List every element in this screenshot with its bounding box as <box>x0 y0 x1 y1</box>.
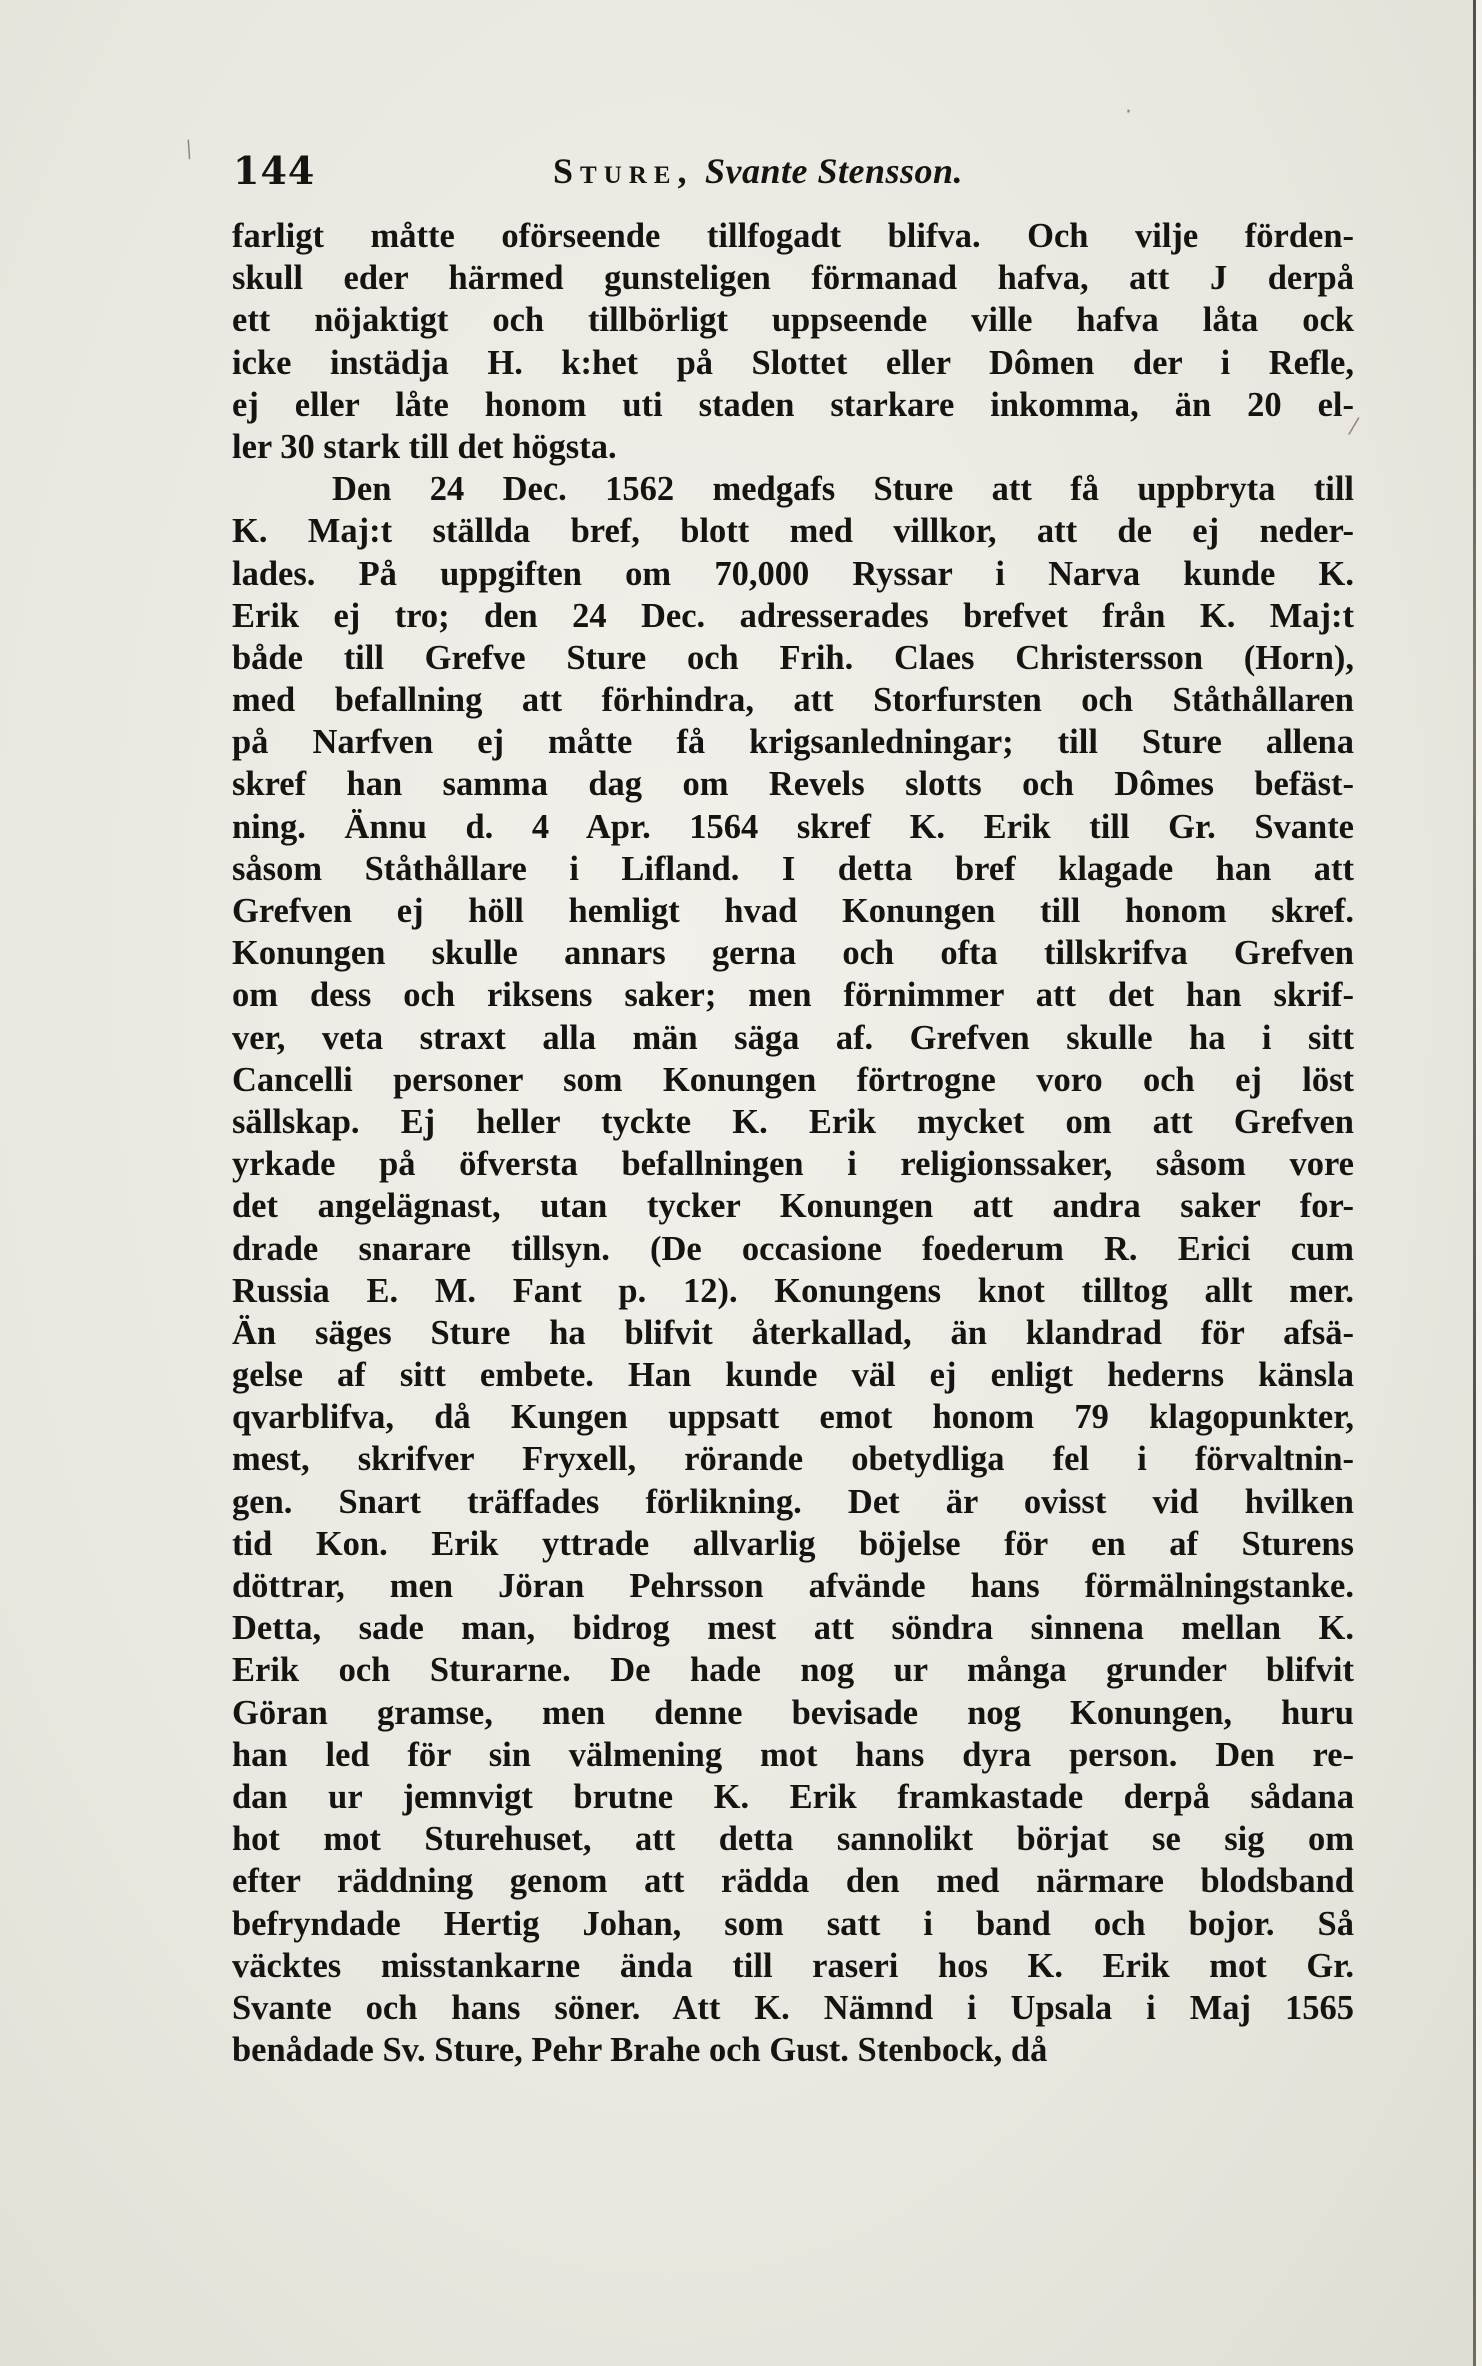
text-line: Göran gramse, men denne bevisade nog Konungen, huru <box>232 1693 1354 1732</box>
text-line: Detta, sade man, bidrog mest att söndra sinnena mellan K. <box>232 1609 1354 1648</box>
text-line: efter räddning genom att rädda den med närmare blodsband <box>232 1862 1354 1901</box>
text-line: Erik och Sturarne. De hade nog ur många grunder blifvit <box>232 1651 1354 1690</box>
text-line: Den 24 Dec. 1562 medgafs Sture att få uppbryta till <box>332 470 1354 509</box>
body-text <box>232 215 1354 2071</box>
text-line: såsom Ståthållare i Lifland. I detta bref klagade han att <box>232 849 1354 888</box>
stray-mark: ⁄ <box>1352 415 1356 440</box>
text-line: Russia E. M. Fant p. 12). Konungens knot tilltog allt mer. <box>232 1271 1354 1310</box>
text-line: Erik ej tro; den 24 Dec. adresserades brefvet från K. Maj:t <box>232 596 1354 635</box>
text-line: qvarblifva, då Kungen uppsatt emot honom 79 klagopunkter, <box>232 1398 1354 1437</box>
running-head <box>553 150 963 192</box>
text-line: gelse af sitt embete. Han kunde väl ej enligt hederns känsla <box>232 1356 1354 1395</box>
text-line: mest, skrifver Fryxell, rörande obetydliga fel i förvaltnin- <box>232 1440 1354 1479</box>
text-line: Cancelli personer som Konungen förtrogne voro och ej löst <box>232 1060 1354 1099</box>
text-line: K. Maj:t ställda bref, blott med villkor, att de ej neder- <box>232 512 1354 551</box>
page-edge-line <box>1473 0 1476 2366</box>
text-line: han led för sin välmening mot hans dyra person. Den re- <box>232 1735 1354 1774</box>
running-head-subtitle: Svante Stensson. <box>704 151 964 191</box>
text-line: gen. Snart träffades förlikning. Det är ovisst vid hvilken <box>232 1482 1354 1521</box>
text-line: lades. På uppgiften om 70,000 Ryssar i Narva kunde K. <box>232 554 1354 593</box>
running-head-name: Sture, <box>553 151 694 191</box>
stray-mark: ⁄ <box>181 139 199 162</box>
text-line: yrkade på öfversta befallningen i religionssaker, såsom vore <box>232 1145 1354 1184</box>
text-line: Svante och hans söner. Att K. Nämnd i Upsala i Maj 1565 <box>232 1988 1354 2027</box>
text-line: ver, veta straxt alla män säga af. Grefven skulle ha i sitt <box>232 1018 1354 1057</box>
text-line: Än säges Sture ha blifvit återkallad, än klandrad för afsä- <box>232 1313 1354 1352</box>
text-line: döttrar, men Jöran Pehrsson afvände hans förmälningstanke. <box>232 1567 1354 1605</box>
text-line: Grefven ej höll hemligt hvad Konungen till honom skref. <box>232 892 1354 930</box>
text-line: om dess och riksens saker; men förnimmer att det han skrif- <box>232 976 1354 1015</box>
text-line: ej eller låte honom uti staden starkare inkomma, än 20 el- <box>232 385 1354 424</box>
text-line: skull eder härmed gunsteligen förmanad hafva, att J derpå <box>232 259 1354 298</box>
text-line: hot mot Sturehuset, att detta sannolikt börjat se sig om <box>232 1820 1354 1859</box>
page-header <box>233 148 1353 208</box>
stray-mark: · <box>1125 100 1132 125</box>
text-line: dan ur jemnvigt brutne K. Erik framkastade derpå sådana <box>232 1777 1354 1816</box>
page-number: 144 <box>233 148 316 193</box>
text-line: skref han samma dag om Revels slotts och Dômes befäst- <box>232 765 1354 804</box>
text-line: på Narfven ej måtte få krigsanledningar; till Sture allena <box>232 723 1354 762</box>
text-line: icke instädja H. k:het på Slottet eller Dômen der i Refle, <box>232 343 1354 382</box>
text-line: ett nöjaktigt och tillbörligt uppseende ville hafva låta ock <box>232 301 1354 340</box>
text-line: benådade Sv. Sture, Pehr Brahe och Gust. Stenbock, då <box>232 2031 1048 2070</box>
text-line: drade snarare tillsyn. (De occasione foederum R. Erici cum <box>232 1229 1354 1268</box>
text-line: tid Kon. Erik yttrade allvarlig böjelse för en af Sturens <box>232 1524 1354 1563</box>
text-line: ler 30 stark till det högsta. <box>232 427 617 466</box>
text-line: Konungen skulle annars gerna och ofta tillskrifva Grefven <box>232 934 1354 973</box>
text-line: med befallning att förhindra, att Storfursten och Ståthållaren <box>232 681 1354 720</box>
text-line: ning. Ännu d. 4 Apr. 1564 skref K. Erik till Gr. Svante <box>232 807 1354 846</box>
text-line: befryndade Hertig Johan, som satt i band och bojor. Så <box>232 1904 1354 1943</box>
text-line: det angelägnast, utan tycker Konungen att andra saker for- <box>232 1187 1354 1226</box>
text-line: väcktes misstankarne ända till raseri hos K. Erik mot Gr. <box>232 1946 1354 1985</box>
text-line: sällskap. Ej heller tyckte K. Erik mycket om att Grefven <box>232 1102 1354 1141</box>
text-line: farligt måtte oförseende tillfogadt blifva. Och vilje förden- <box>232 217 1354 255</box>
page-edge-margin <box>1476 0 1482 2366</box>
text-line: både till Grefve Sture och Frih. Claes Christersson (Horn), <box>232 638 1354 677</box>
